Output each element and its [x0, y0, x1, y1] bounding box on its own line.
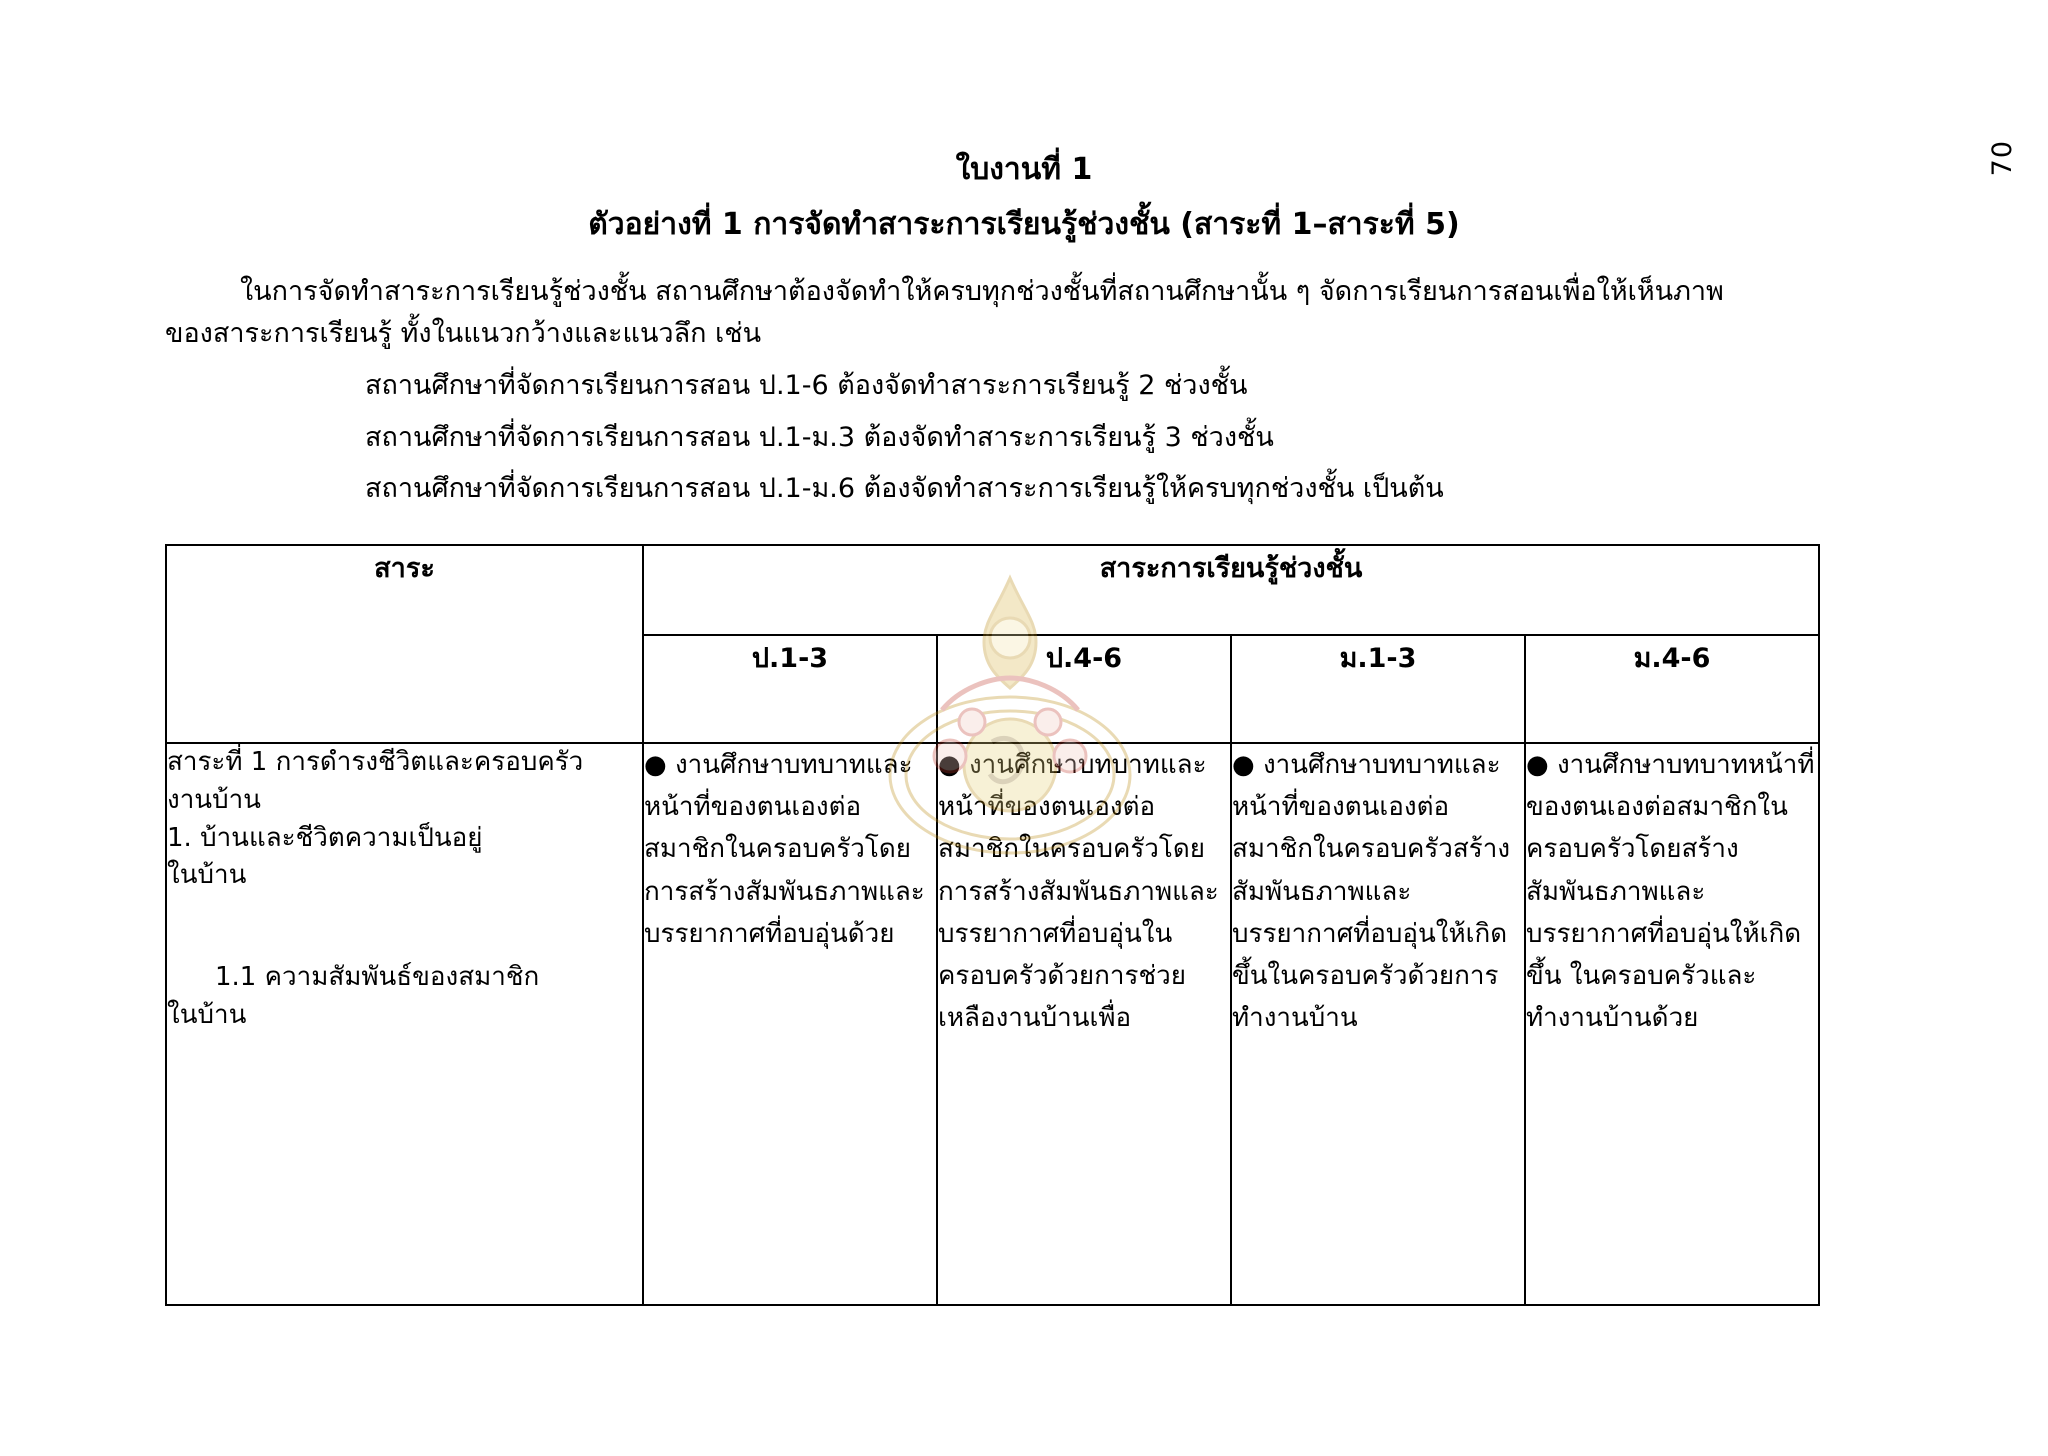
header-sara: สาระ — [166, 545, 643, 743]
intro-bullet-3: สถานศึกษาที่จัดการเรียนการสอน ป.1-ม.6 ต้องจัดทำสาระการเรียนรู้ให้ครบทุกช่วงชั้น เป็นต้น — [365, 473, 1444, 505]
intro-bullet-1: สถานศึกษาที่จัดการเรียนการสอน ป.1-6 ต้องจัดทำสาระการเรียนรู้ 2 ช่วงชั้น — [365, 369, 1248, 401]
page-title: ใบงานที่ 1 — [955, 152, 1093, 187]
topic-line-6: ในบ้าน — [167, 999, 247, 1030]
cell-text-m1-3: ● งานศึกษาบทบาทและหน้าที่ของตนเองต่อสมาชิกในครอบครัวสร้างสัมพันธภาพและบรรยากาศที่อบอุ่นให้เกิดขึ้นในครอบครัวด้วยการทำงานบ้าน — [1232, 750, 1511, 1033]
table-wrapper — [165, 544, 1883, 1306]
header-group: สาระการเรียนรู้ช่วงชั้น — [643, 545, 1819, 635]
learning-content-table — [165, 544, 1820, 1306]
page-subtitle: ตัวอย่างที่ 1 การจัดทำสาระการเรียนรู้ช่วงชั้น (สาระที่ 1–สาระที่ 5) — [588, 206, 1460, 242]
topic-line-3: 1. บ้านและชีวิตความเป็นอยู่ — [167, 822, 483, 853]
cell-band-p4-6 — [937, 743, 1231, 1305]
cell-band-m4-6 — [1525, 743, 1819, 1305]
topic-line-2: งานบ้าน — [167, 784, 261, 815]
header-band-p4-6: ป.4-6 — [937, 635, 1231, 743]
intro-paragraph — [165, 271, 1883, 355]
topic-line-4: ในบ้าน — [167, 860, 247, 891]
cell-band-m1-3 — [1231, 743, 1525, 1305]
intro-line-1: ในการจัดทำสาระการเรียนรู้ช่วงชั้น สถานศึกษาต้องจัดทำให้ครบทุกช่วงชั้นที่สถานศึกษานั้น ๆ จัดการเรียนการสอนเพื่อให้เห็นภาพ — [240, 276, 1724, 307]
cell-text-m4-6: ● งานศึกษาบทบาทหน้าที่ของตนเองต่อสมาชิกในครอบครัวโดยสร้างสัมพันธภาพและบรรยากาศที่อบอุ่นให้เกิดขึ้น ในครอบครัวและทำงานบ้านด้วย — [1526, 750, 1815, 1033]
header-band-p1-3: ป.1-3 — [643, 635, 937, 743]
table-body — [166, 743, 1819, 1305]
header-band-m1-3: ม.1-3 — [1231, 635, 1525, 743]
cell-text-p1-3: ● งานศึกษาบทบาทและหน้าที่ของตนเองต่อสมาชิกในครอบครัวโดยการสร้างสัมพันธภาพและบรรยากาศที่อบอุ่นด้วย — [644, 750, 925, 949]
topic-spacer — [167, 895, 642, 959]
topic-line-5: 1.1 ความสัมพันธ์ของสมาชิก — [215, 961, 540, 992]
table-row — [166, 743, 1819, 1305]
cell-band-p1-3 — [643, 743, 937, 1305]
intro-line-2: ของสาระการเรียนรู้ ทั้งในแนวกว้างและแนวลึก เช่น — [165, 317, 762, 349]
table-header-row-1 — [166, 545, 1819, 635]
table-head — [166, 545, 1819, 743]
header-band-m4-6: ม.4-6 — [1525, 635, 1819, 743]
cell-text-p4-6: ● งานศึกษาบทบาทและหน้าที่ของตนเองต่อสมาชิกในครอบครัวโดยการสร้างสัมพันธภาพและบรรยากาศที่อบอุ่นในครอบครัวด้วยการช่วยเหลืองานบ้านเพื่อ — [938, 750, 1219, 1033]
page-number: 70 — [1987, 140, 2018, 177]
topic-line-1: สาระที่ 1 การดำรงชีวิตและครอบครัว — [167, 747, 584, 778]
cell-topic — [166, 743, 643, 1305]
intro-bullet-2: สถานศึกษาที่จัดการเรียนการสอน ป.1-ม.3 ต้องจัดทำสาระการเรียนรู้ 3 ช่วงชั้น — [365, 421, 1274, 453]
